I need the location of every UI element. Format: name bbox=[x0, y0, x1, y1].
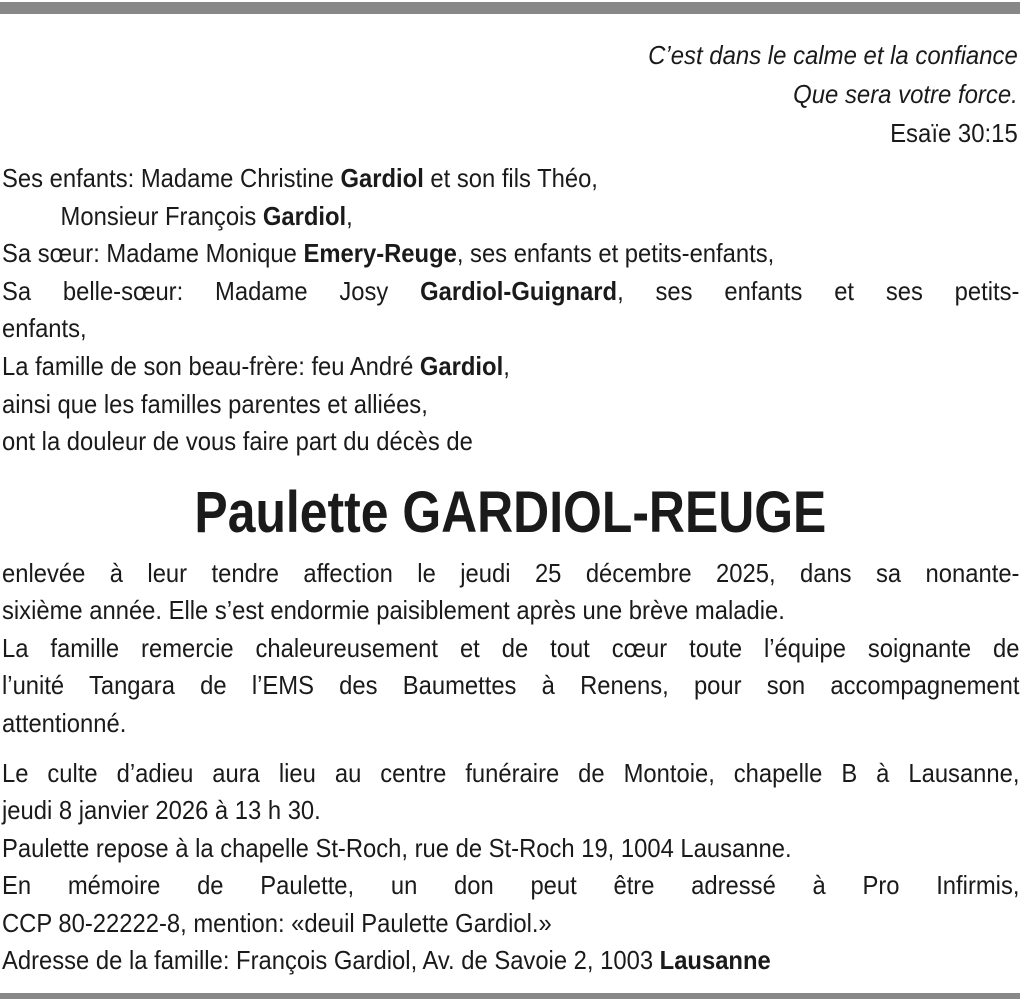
deceased-name: Paulette GARDIOL-REUGE bbox=[194, 480, 826, 545]
family-line-announcement: ont la douleur de vous faire part du décès de bbox=[2, 426, 473, 457]
family-address bbox=[2, 942, 933, 979]
details-line-3: La famille remercie chaleureusement et de tout cœur toute l’équipe soignante de bbox=[2, 632, 1020, 663]
details-line-1: enlevée à leur tendre affection le jeudi 25 décembre 2025, dans sa nonante- bbox=[2, 558, 1020, 588]
city: Lausanne bbox=[659, 945, 771, 976]
details-line-5: attentionné. bbox=[2, 707, 127, 738]
epigraph bbox=[648, 36, 1018, 153]
funeral-information bbox=[2, 755, 1020, 979]
details-line-2: sixième année. Elle s’est endormie paisiblement après une brève maladie. bbox=[2, 595, 785, 626]
family-line-children bbox=[2, 160, 933, 198]
text-segment: Sa sœur: Madame Monique bbox=[2, 238, 304, 269]
text-segment: , bbox=[503, 350, 510, 381]
family-line-continuation: enfants, bbox=[2, 313, 87, 344]
text-segment: , ses enfants et ses petits- bbox=[617, 275, 1020, 306]
details-line-4: l’unité Tangara de l’EMS des Baumettes à Renens, pour son accompagnement bbox=[2, 670, 1020, 701]
text-segment: Ses enfants: Madame Christine bbox=[2, 163, 341, 193]
family-line-sister bbox=[2, 235, 933, 273]
funeral-line-5: CCP 80-22222-8, mention: «deuil Paulette Gardiol.» bbox=[2, 907, 552, 938]
text-segment: Sa belle-sœur: Madame Josy bbox=[2, 275, 421, 306]
family-announcement bbox=[2, 160, 1020, 461]
funeral-line-3: Paulette repose à la chapelle St-Roch, rue de St-Roch 19, 1004 Lausanne. bbox=[2, 832, 792, 863]
family-line-relatives: ainsi que les familles parentes et alliées, bbox=[2, 388, 428, 419]
funeral-line-2: jeudi 8 janvier 2026 à 13 h 30. bbox=[2, 795, 321, 826]
family-line-sister-in-law bbox=[2, 273, 1019, 311]
bottom-border-rule bbox=[0, 993, 1020, 999]
surname: Gardiol bbox=[340, 163, 424, 193]
surname: Gardiol-Guignard bbox=[420, 275, 618, 306]
text-segment: Adresse de la famille: François Gardiol, Av. de Savoie 2, 1003 bbox=[2, 945, 660, 976]
top-border-rule bbox=[0, 2, 1020, 14]
text-segment: , ses enfants et petits-enfants, bbox=[456, 238, 775, 269]
family-line-son bbox=[2, 198, 933, 236]
text-segment: , bbox=[346, 200, 353, 231]
surname: Emery-Reuge bbox=[303, 238, 457, 269]
deceased-name-heading bbox=[0, 478, 1020, 548]
surname: Gardiol bbox=[262, 200, 347, 231]
family-line-brother-in-law bbox=[2, 348, 933, 386]
epigraph-reference: Esaïe 30:15 bbox=[890, 118, 1018, 148]
epigraph-line-2: Que sera votre force. bbox=[793, 79, 1018, 109]
surname: Gardiol bbox=[419, 350, 504, 381]
epigraph-line-1: C’est dans le calme et la confiance bbox=[648, 40, 1018, 70]
funeral-line-1: Le culte d’adieu aura lieu au centre funéraire de Montoie, chapelle B à Lausanne, bbox=[2, 758, 1020, 788]
funeral-line-4: En mémoire de Paulette, un don peut être adressé à Pro Infirmis, bbox=[2, 870, 1020, 901]
text-segment: La famille de son beau-frère: feu André bbox=[2, 350, 420, 381]
death-details bbox=[2, 555, 1020, 742]
text-segment: et son fils Théo, bbox=[423, 163, 598, 193]
text-segment: Monsieur François bbox=[60, 200, 263, 231]
